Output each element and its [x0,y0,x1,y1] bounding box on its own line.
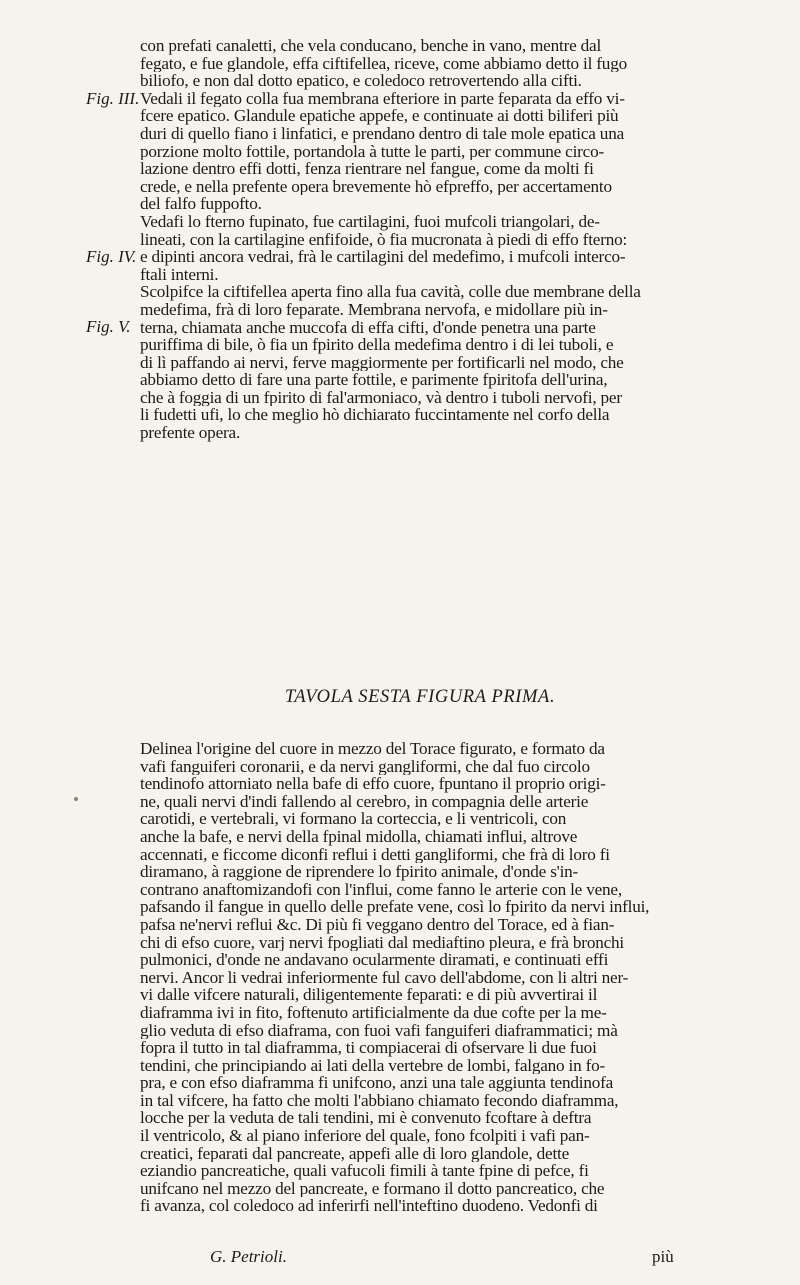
text-line: li fudetti ufi, lo che meglio hò dichiarato fuccintamente nel corfo della [140,406,610,425]
text-line: pra, e con efso diaframma fi unifcono, anzi una tale aggiunta tendinofa [140,1074,614,1092]
text-line: carotidi, e vertebrali, vi formano la corteccia, e li ventricoli, con [140,810,567,828]
text-line: in tal vifcere, ha fatto che molti l'abbiano chiamato fecondo diaframma, [140,1091,619,1110]
text-line: glio veduta di efso diaframa, con fuoi vafi fanguiferi diaframmatici; mà [140,1021,618,1040]
text-line: medefima, frà di loro feparate. Membrana nervofa, e midollare più in- [140,300,608,319]
text-line: Vedafi lo fterno fupinato, fue cartilagini, fuoi mufcoli triangolari, de- [140,212,600,231]
text-line: locche per la veduta de tali tendini, mi è convenuto fcoftare à deftra [140,1109,592,1128]
text-line: crede, e nella prefente opera brevemente hò efpreffo, per accertamento [140,177,612,196]
text-line: unifcano nel mezzo del pancreate, e formano il dotto pancreatico, che [140,1179,605,1198]
margin-note-fig-5: Fig. V. [86,317,131,336]
text-line: lineati, con la cartilagine enfifoide, ò fia mucronata à piedi di effo fterno: [140,230,628,249]
text-line: pafsa ne'nervi reflui &c. Di più fi veggano dentro del Torace, ed à fian- [140,915,615,934]
section-heading: TAVOLA SESTA FIGURA PRIMA. [284,687,556,707]
text-line: pafsando il fangue in quello delle prefate vene, così lo fpirito da nervi influi, [140,898,650,916]
text-line: fegato, e fue glandole, effa ciftifellea, riceve, come abbiamo detto il fugo [140,54,627,73]
text-line: che à foggia di un fpirito di fal'armoniaco, và dentro i tuboli nervofi, per [140,388,622,407]
text-line: chi di efso cuore, varj nervi fpogliati dal mediaftino pleura, e frà bronchi [140,933,625,952]
ink-spot [74,797,78,801]
signature: G. Petrioli. [210,1247,287,1266]
text-line: porzione molto fottile, portandola à tutte le parti, per commune circo- [140,142,605,161]
text-line: ftali interni. [140,265,219,284]
text-line: creatici, feparati dal pancreate, appefi alle di loro glandole, dette [140,1144,570,1163]
text-line: contrano anaftomizandofi con l'influi, come fanno le arterie con le vene, [140,880,622,899]
text-line: abbiamo detto di fare una parte fottile, e parimente fpiritofa dell'urina, [140,371,608,389]
margin-note-fig-4: Fig. IV. [86,247,137,266]
text-block-2 [140,740,700,1215]
text-line: e dipinti ancora vedrai, frà le cartilagini del medefimo, i mufcoli interco- [140,248,626,266]
text-line: diramano, à raggione de riprendere lo fpirito animale, d'onde s'in- [140,863,579,881]
text-line: lazione dentro effi dotti, fenza rientrare nel fangue, come da molti fi [140,160,594,178]
text-line: vafi fanguiferi coronarii, e da nervi gangliformi, che dal fuo circolo [140,757,590,776]
text-line: pulmonici, d'onde ne andavano ocularmente diramati, e continuati effi [140,951,609,969]
text-line: puriffima di bile, ò fia un fpirito della medefima dentro i di lei tuboli, e [140,336,614,354]
catchword: più [652,1247,674,1266]
margin-note-fig-3: Fig. III. [86,89,140,108]
text-line: Vedali il fegato colla fua membrana efteriore in parte feparata da effo vi- [140,89,625,108]
text-line: con prefati canaletti, che vela conducano, benche in vano, mentre dal [140,37,602,55]
text-line: terna, chiamata anche muccofa di effa cifti, d'onde penetra una parte [140,318,596,337]
text-line: biliofo, e non dal dotto epatico, e coledoco retrovertendo alla cifti. [140,72,582,90]
text-line: fopra il tutto in tal diaframma, ti compiacerai di ofservare li due fuoi [140,1039,597,1057]
text-line: fi avanza, col coledoco ad inferirfi nell'inteftino duodeno. Vedonfi di [140,1197,598,1216]
text-block-1 [140,37,700,442]
text-line: di lì paffando ai nervi, ferve maggiormente per fortificarli nel modo, che [140,353,624,372]
text-line: il ventricolo, & al piano inferiore del quale, fono fcolpiti i vafi pan- [140,1127,590,1145]
text-line: tendini, che principiando ai lati della vertebre de lombi, falgano in fo- [140,1056,606,1075]
text-line: Delinea l'origine del cuore in mezzo del Torace figurato, e formato da [140,740,605,758]
text-line: ne, quali nervi d'indi fallendo al cerebro, in compagnia delle arterie [140,792,589,811]
text-line: accennati, e ficcome diconfi reflui i detti gangliformi, che frà di loro fi [140,845,610,864]
text-line: prefente opera. [140,424,241,442]
text-line: del falfo fuppofto. [140,195,262,213]
text-line: nervi. Ancor li vedrai inferiormente ful cavo dell'abdome, con li altri ner- [140,968,629,987]
text-line: fcere epatico. Glandule epatiche appefe, e continuate ai dotti biliferi più [140,107,619,125]
text-line: Scolpifce la ciftifellea aperta fino alla fua cavità, colle due membrane della [140,283,641,301]
text-line: duri di quello fiano i linfatici, e prendano dentro di tale mole epatica una [140,124,625,143]
text-line: tendinofo attorniato nella bafe di effo cuore, fpuntano il proprio origi- [140,775,606,793]
text-line: eziandio pancreatiche, quali vafucoli fimili à tante fpine di pefce, fi [140,1162,589,1180]
text-line: vi dalle vifcere naturali, diligentemente feparati: e di più avvertirai il [140,986,598,1004]
text-line: anche la bafe, e nervi della fpinal midolla, chiamati influi, altrove [140,827,578,846]
text-line: diaframma ivi in fito, foftenuto artificialmente da due cofte per la me- [140,1003,607,1022]
